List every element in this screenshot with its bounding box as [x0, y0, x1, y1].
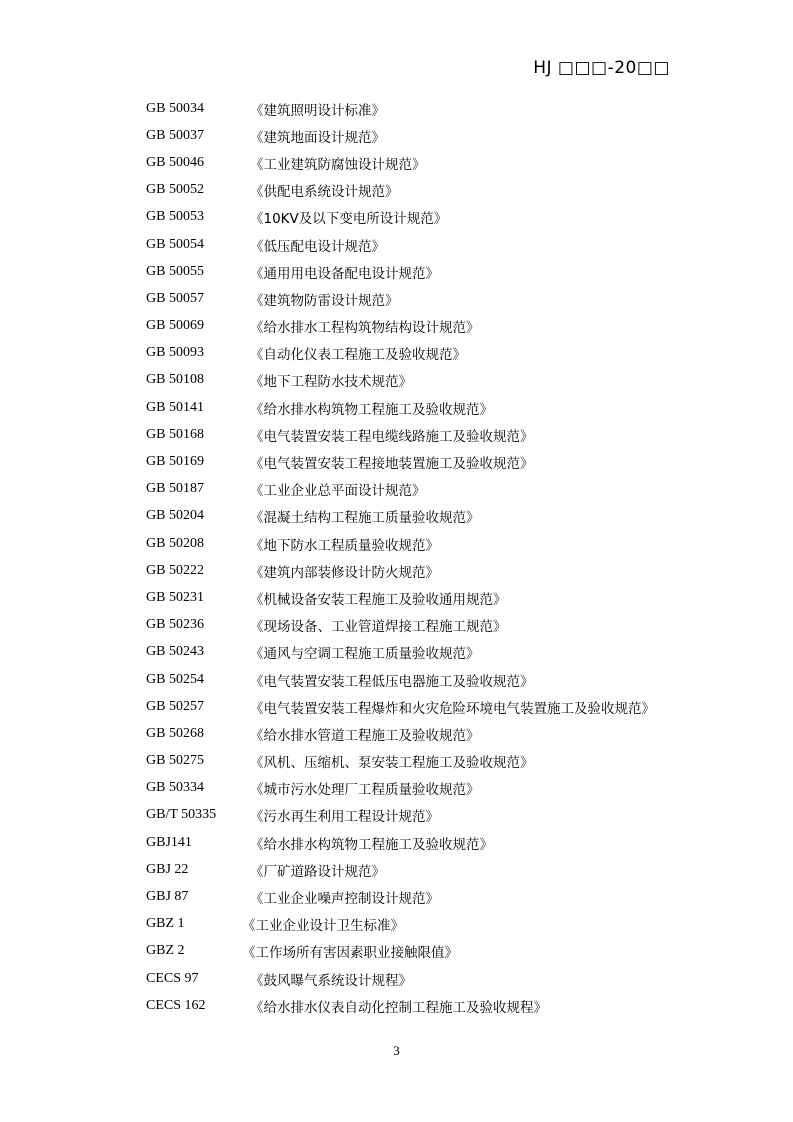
- reference-row: [146, 883, 746, 910]
- standard-code: GB 50187: [146, 481, 204, 497]
- standard-code: GBJ141: [146, 834, 192, 850]
- standard-code: GB 50141: [146, 399, 204, 415]
- reference-row: [146, 911, 746, 938]
- reference-row: [146, 992, 746, 1019]
- standard-title: 《通用用电设备配电设计规范》: [250, 265, 439, 282]
- reference-row: [146, 177, 746, 204]
- standard-title: 《自动化仪表工程施工及验收规范》: [250, 347, 466, 364]
- standard-title: 《工业企业总平面设计规范》: [250, 483, 426, 500]
- standard-code: GB 50108: [146, 372, 204, 388]
- reference-row: [146, 584, 746, 611]
- standard-code: GB 50231: [146, 589, 204, 605]
- standard-code: GB 50054: [146, 236, 204, 252]
- standard-title: 《风机、压缩机、泵安装工程施工及验收规范》: [250, 755, 534, 772]
- standard-title: 《鼓风曝气系统设计规程》: [250, 972, 412, 989]
- standard-title: 《混凝土结构工程施工质量验收规范》: [250, 510, 480, 527]
- standard-title: 《工业建筑防腐蚀设计规范》: [250, 156, 426, 173]
- standard-code: GB 50093: [146, 345, 204, 361]
- standard-title: 《电气装置安装工程接地装置施工及验收规范》: [250, 456, 534, 473]
- standard-title: 《给水排水工程构筑物结构设计规范》: [250, 320, 480, 337]
- standard-title: 《地下防水工程质量验收规范》: [250, 537, 439, 554]
- standard-title: 《建筑内部装修设计防火规范》: [250, 564, 439, 581]
- reference-row: [146, 448, 746, 475]
- standard-title: 《低压配电设计规范》: [250, 238, 385, 255]
- standard-title: 《通风与空调工程施工质量验收规范》: [250, 646, 480, 663]
- reference-row: [146, 666, 746, 693]
- standard-code: GB 50052: [146, 182, 204, 198]
- standard-title: 《给水排水构筑物工程施工及验收规范》: [250, 401, 493, 418]
- reference-row: [146, 258, 746, 285]
- standard-code: GB 50168: [146, 426, 204, 442]
- reference-row: [146, 149, 746, 176]
- standard-code: GB 50268: [146, 725, 204, 741]
- reference-row: [146, 340, 746, 367]
- standard-title: 《给水排水仪表自动化控制工程施工及验收规程》: [250, 999, 547, 1016]
- standard-code: GB 50254: [146, 671, 204, 687]
- standard-code: GB 50334: [146, 780, 204, 796]
- standard-title: 《供配电系统设计规范》: [250, 184, 399, 201]
- standard-title: 《地下工程防水技术规范》: [250, 374, 412, 391]
- reference-row: [146, 367, 746, 394]
- standard-code: GB 50046: [146, 154, 204, 170]
- reference-row: [146, 802, 746, 829]
- reference-row: [146, 503, 746, 530]
- standard-title: 《给水排水管道工程施工及验收规范》: [250, 727, 480, 744]
- standard-code: GB 50236: [146, 617, 204, 633]
- standard-title: 《10KV及以下变电所设计规范》: [250, 211, 448, 228]
- reference-row: [146, 122, 746, 149]
- reference-row: [146, 530, 746, 557]
- reference-row: [146, 285, 746, 312]
- standard-code: GB 50057: [146, 290, 204, 306]
- standard-code: GB 50169: [146, 454, 204, 470]
- reference-row: [146, 720, 746, 747]
- standard-code: GB 50204: [146, 508, 204, 524]
- standard-code: GB 50208: [146, 535, 204, 551]
- standard-code: GBJ 22: [146, 861, 189, 877]
- reference-row: [146, 856, 746, 883]
- standard-title: 《建筑物防雷设计规范》: [250, 292, 399, 309]
- standard-code: GB 50257: [146, 698, 204, 714]
- standard-code: GB 50222: [146, 562, 204, 578]
- reference-row: [146, 421, 746, 448]
- standard-title: 《电气装置安装工程低压电器施工及验收规范》: [250, 673, 534, 690]
- reference-row: [146, 693, 746, 720]
- page-number: 3: [393, 1043, 400, 1058]
- reference-row: [146, 938, 746, 965]
- reference-row: [146, 829, 746, 856]
- standard-code: GBZ 1: [146, 916, 185, 932]
- standard-code: CECS 162: [146, 997, 206, 1013]
- reference-row: [146, 748, 746, 775]
- standard-title: 《污水再生利用工程设计规范》: [250, 809, 439, 826]
- reference-row: [146, 313, 746, 340]
- standard-title: 《给水排水构筑物工程施工及验收规范》: [250, 836, 493, 853]
- reference-row: [146, 95, 746, 122]
- reference-row: [146, 775, 746, 802]
- standard-title: 《厂矿道路设计规范》: [250, 863, 385, 880]
- reference-row: [146, 476, 746, 503]
- standard-title: 《城市污水处理厂工程质量验收规范》: [250, 782, 480, 799]
- standard-code: GBJ 87: [146, 889, 189, 905]
- standard-title: 《现场设备、工业管道焊接工程施工规范》: [250, 619, 507, 636]
- standard-code: GB 50069: [146, 318, 204, 334]
- reference-row: [146, 639, 746, 666]
- standard-code: GB 50053: [146, 209, 204, 225]
- standard-code: GB 50275: [146, 753, 204, 769]
- standard-title: 《电气装置安装工程电缆线路施工及验收规范》: [250, 428, 534, 445]
- standard-code: GB 50037: [146, 127, 204, 143]
- standard-code: GB/T 50335: [146, 807, 217, 823]
- standard-title: 《工业企业设计卫生标准》: [242, 918, 404, 935]
- standard-title: 《建筑地面设计规范》: [250, 129, 385, 146]
- standard-title: 《机械设备安装工程施工及验收通用规范》: [250, 591, 507, 608]
- reference-list: [146, 95, 746, 1019]
- standard-title: 《工作场所有害因素职业接触限值》: [242, 945, 458, 962]
- reference-row: [146, 394, 746, 421]
- standard-code: GBZ 2: [146, 943, 185, 959]
- reference-row: [146, 557, 746, 584]
- standard-code: GB 50055: [146, 263, 204, 279]
- standard-title: 《电气装置安装工程爆炸和火灾危险环境电气装置施工及验收规范》: [250, 700, 655, 717]
- reference-row: [146, 612, 746, 639]
- standard-code: GB 50034: [146, 100, 204, 116]
- reference-row: [146, 231, 746, 258]
- document-header: HJ □□□-20□□: [533, 58, 670, 78]
- standard-code: GB 50243: [146, 644, 204, 660]
- reference-row: [146, 204, 746, 231]
- standard-title: 《工业企业噪声控制设计规范》: [250, 891, 439, 908]
- standard-title: 《建筑照明设计标准》: [250, 102, 385, 119]
- standard-code: CECS 97: [146, 970, 199, 986]
- reference-row: [146, 965, 746, 992]
